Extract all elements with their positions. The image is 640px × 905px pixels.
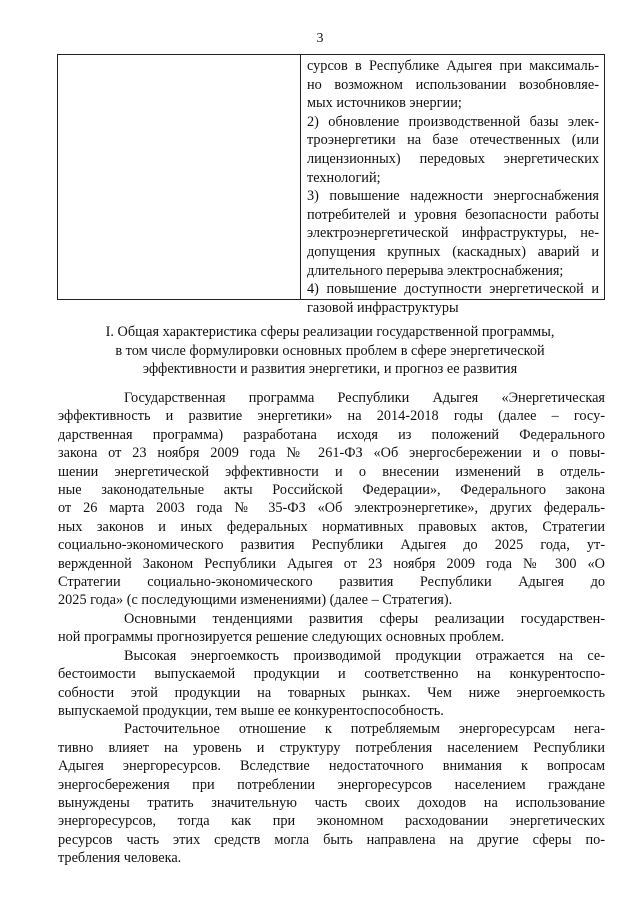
heading-line: в том числе формулировки основных проблем в сфере энергетической — [115, 342, 545, 359]
table-text-line: 3) повышение надежности энергоснабжения — [307, 188, 599, 205]
paragraph-line: ресурсов часть этих средств могла быть направлена на другие сферы по- — [58, 831, 605, 848]
table-text-line: сурсов в Республике Адыгея при максималь- — [307, 58, 599, 74]
paragraph-line: вержденной Законом Республики Адыгея от 23 ноября 2009 года № 300 «О — [58, 555, 605, 572]
paragraph-line: Государственная программа Республики Адыгея «Энергетическая — [124, 390, 605, 406]
table-text-line: электроэнергетической инфраструктуры, не- — [307, 225, 599, 242]
heading-line: I. Общая характеристика сферы реализации государственной программы, — [105, 324, 555, 340]
paragraph-line: Расточительное отношение к потребляемым энергоресурсам нега- — [124, 721, 605, 738]
paragraph-line: энергосбережения при потреблении энергоресурсов населением граждане — [58, 776, 605, 793]
heading-line: эффективности и развития энергетики, и прогноз ее развития — [142, 361, 518, 377]
page-number: 3 — [316, 31, 324, 46]
paragraph-line: шении энергетической эффективности и о внесении изменений в отдель- — [58, 463, 605, 480]
table-text-line: потребителей и уровня безопасности работы — [307, 206, 599, 223]
body-text — [58, 389, 605, 868]
table-text-line: технологий; — [307, 169, 381, 186]
paragraph-line: собности этой продукции на товарных рынках. Чем ниже энергоемкость — [58, 684, 605, 701]
table-text-line: троэнергетики на базе отечественных (или — [307, 132, 599, 149]
paragraph-line: тивно влияет на уровень и структуру потребления населением Республики — [58, 739, 605, 756]
paragraph-line: энергоресурсов, тогда как при экономном расходовании энергетических — [58, 813, 605, 830]
program-table — [57, 54, 605, 316]
table-text-line: но возможном использовании возобновляе- — [307, 76, 599, 93]
table-right-cell — [301, 55, 604, 316]
table-text-line: 4) повышение доступности энергетической и — [307, 281, 599, 298]
paragraph-line: дарственная программа) разработана исходя из положений Федерального — [58, 426, 605, 443]
paragraph-line: Стратегии социально-экономического развития Республики Адыгея до — [58, 574, 605, 591]
paragraph-line: бестоимости выпускаемой продукции и соответственно на конкурентоспо- — [58, 666, 605, 683]
paragraph-line: Высокая энергоемкость производимой продукции отражается на се- — [124, 647, 605, 664]
paragraph-line: от 26 марта 2003 года № 35-ФЗ «Об электроэнергетике», других федераль- — [58, 500, 605, 517]
paragraph-line: социально-экономического развития Республики Адыгея до 2025 года, ут- — [58, 537, 605, 554]
table-text-line: допущения крупных (каскадных) аварий и — [307, 243, 599, 260]
table-text-line: лицензионных) передовых энергетических — [307, 150, 599, 167]
paragraph — [58, 389, 605, 610]
table-text-line: длительного перерыва электроснабжения; — [307, 262, 564, 279]
table-left-cell — [58, 55, 301, 299]
paragraph — [58, 610, 605, 647]
table-text-line: 2) обновление производственной базы элек- — [307, 113, 599, 130]
paragraph-line: закона от 23 ноября 2009 года № 261-ФЗ «Об энергосбережении и о повы- — [58, 445, 605, 462]
paragraph-line: эффективность и развитие энергетики» на 2014-2018 годы (далее – госу- — [58, 408, 605, 425]
paragraph-line: 2025 года» (с последующими изменениями) (далее – Стратегия). — [58, 592, 453, 609]
paragraph — [58, 720, 605, 867]
paragraph-line: Основными тенденциями развития сферы реализации государствен- — [124, 610, 605, 627]
paragraph-line: ной программы прогнозируется решение следующих основных проблем. — [58, 629, 505, 646]
table-text-line: газовой инфраструктуры — [307, 299, 459, 316]
section-heading — [60, 323, 600, 379]
paragraph-line: выпускаемой продукции, тем выше ее конкурентоспособность. — [58, 702, 444, 719]
paragraph — [58, 647, 605, 721]
paragraph-line: требления человека. — [58, 850, 182, 867]
table-text-line: мых источников энергии; — [307, 95, 462, 112]
paragraph-line: Адыгея энергоресурсов. Вследствие недостаточного внимания к вопросам — [58, 758, 605, 775]
paragraph-line: ных законов и иных федеральных нормативных правовых актов, Стратегии — [58, 518, 605, 535]
paragraph-line: ные законодательные акты Российской Федерации», Федерального закона — [58, 482, 605, 499]
paragraph-line: вынуждены тратить значительную часть своих доходов на использование — [58, 794, 605, 811]
